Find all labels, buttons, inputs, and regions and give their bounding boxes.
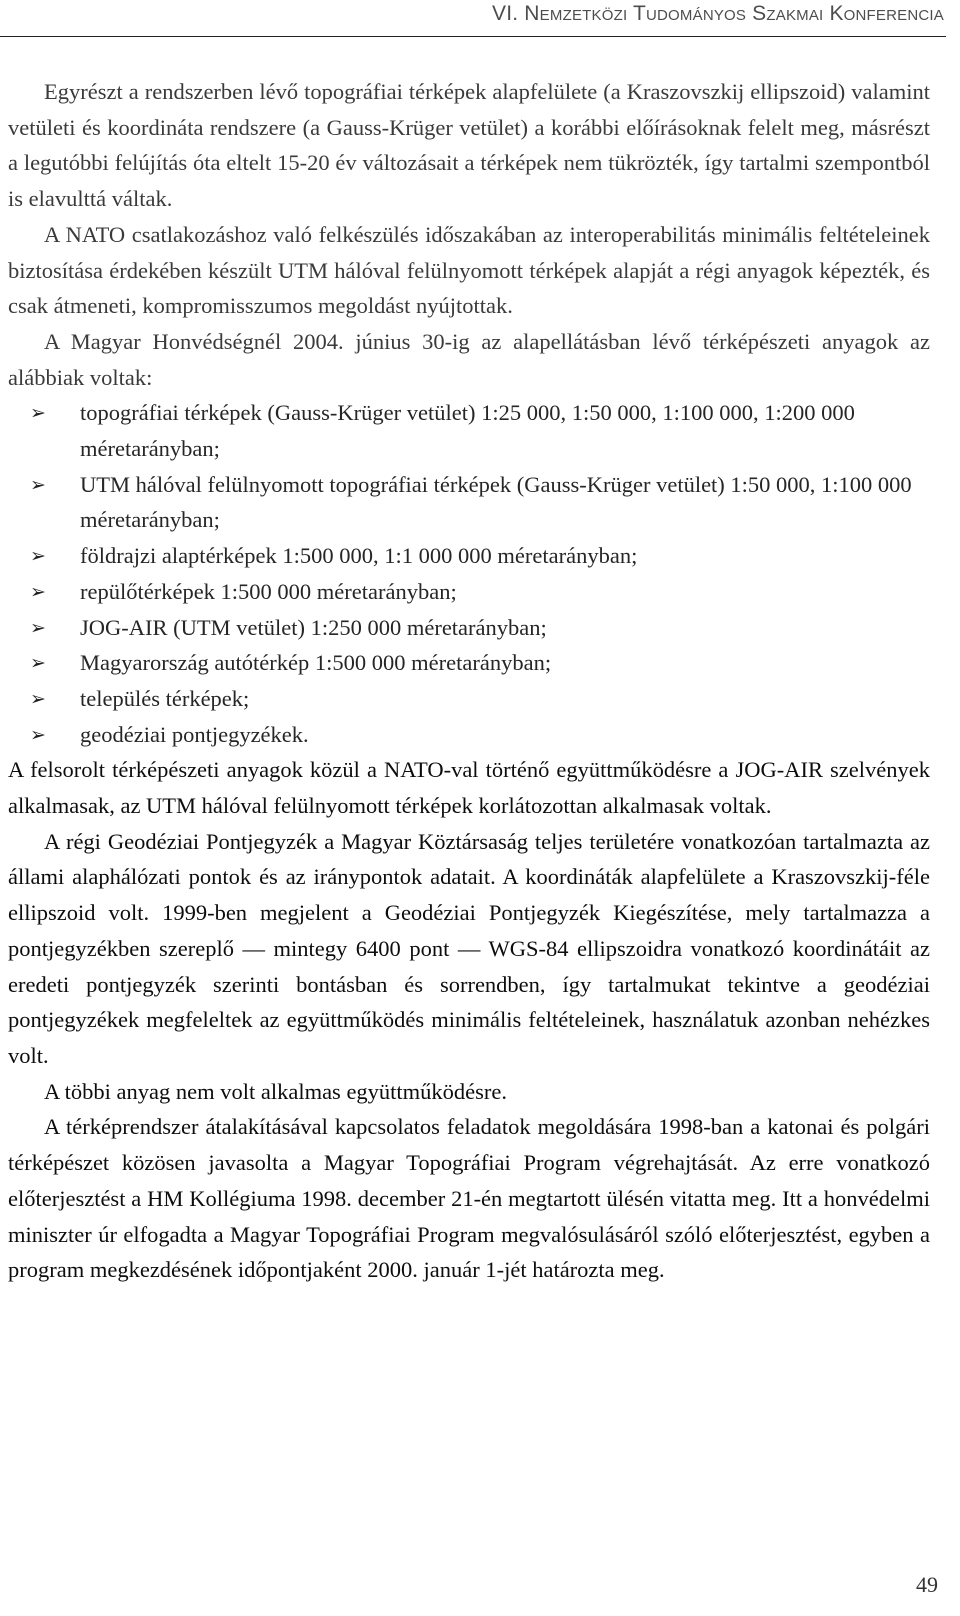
paragraph-2: A NATO csatlakozáshoz való felkészülés időszakában az interoperabilitás minimális feltételeinek biztosítása érdekében készült UTM hálóval felülnyomott térképek alapját a régi anyagok képezték, és csak átmeneti, kompromisszumos megoldást nyújtottak. xyxy=(8,221,930,319)
page-body xyxy=(8,74,930,1288)
map-materials-list xyxy=(8,395,930,752)
arrow-bullet-icon: ➢ xyxy=(30,402,46,425)
running-header xyxy=(0,0,946,37)
list-item: ➢ repülőtérképek 1:500 000 méretarányban; xyxy=(80,574,930,610)
list-item: ➢ UTM hálóval felülnyomott topográfiai térképek (Gauss-Krüger vetület) 1:50 000, 1:100 000 méretarányban; xyxy=(80,467,930,538)
arrow-bullet-icon: ➢ xyxy=(30,616,46,639)
paragraph-5: A régi Geodéziai Pontjegyzék a Magyar Köztársaság teljes területére vonatkozóan tartalmazta az állami alaphálózati pontok és az iránypontok adatait. A koordináták alapfelülete a Kraszovszkij-féle ellipszoid volt. 1999-ben megjelent a Geodéziai Pontjegyzék Kiegészítése, mely tartalmazza a pontjegyzékben szereplő — mintegy 6400 pont — WGS-84 ellipszoidra vonatkozó koordinátáit az eredeti pontjegyzék szerinti bontásban és sorrendben, így tartalmukat tekintve a geodéziai pontjegyzékek megfeleltek az együttműködés minimális feltételeinek, használatuk azonban nehézkes volt. xyxy=(8,828,930,1068)
list-item: ➢ JOG-AIR (UTM vetület) 1:250 000 méretarányban; xyxy=(80,610,930,646)
list-item: ➢ geodéziai pontjegyzékek. xyxy=(80,717,930,753)
list-item: ➢ topográfiai térképek (Gauss-Krüger vetület) 1:25 000, 1:50 000, 1:100 000, 1:200 000 méretarányban; xyxy=(80,395,930,466)
arrow-bullet-icon: ➢ xyxy=(30,473,46,496)
paragraph-6: A többi anyag nem volt alkalmas együttműködésre. xyxy=(44,1078,508,1104)
page-number: 49 xyxy=(916,1572,938,1597)
arrow-bullet-icon: ➢ xyxy=(30,580,46,603)
paragraph-7: A térképrendszer átalakításával kapcsolatos feladatok megoldására 1998-ban a katonai és polgári térképészet közösen javasolta a Magyar Topográfiai Program végrehajtását. Az erre vonatkozó előterjesztést a HM Kollégiuma 1998. december 21-én megtartott ülésén vitatta meg. Itt a honvédelmi miniszter úr elfogadta a Magyar Topográfiai Program megvalósulásáról szóló előterjesztést, egyben a program megkezdésének időpontjaként 2000. január 1-jét határozta meg. xyxy=(8,1114,930,1283)
arrow-bullet-icon: ➢ xyxy=(30,652,46,675)
list-item: ➢ település térképek; xyxy=(80,681,930,717)
list-item: ➢ földrajzi alaptérképek 1:500 000, 1:1 000 000 méretarányban; xyxy=(80,538,930,574)
paragraph-1: Egyrészt a rendszerben lévő topográfiai térképek alapfelülete (a Kraszovszkij ellipszoid) valamint vetületi és koordináta rendszere (a Gauss-Krüger vetület) a korábbi előírásoknak felelt meg, másrészt a legutóbbi felújítás óta eltelt 15-20 év változásait a térképek nem tükrözték, így tartalmi szempontból is elavulttá váltak. xyxy=(8,79,930,212)
list-item: ➢ Magyarország autótérkép 1:500 000 méretarányban; xyxy=(80,645,930,681)
arrow-bullet-icon: ➢ xyxy=(30,687,46,710)
paragraph-3: A Magyar Honvédségnél 2004. június 30-ig az alapellátásban lévő térképészeti anyagok az alábbiak voltak: xyxy=(8,328,930,390)
arrow-bullet-icon: ➢ xyxy=(30,545,46,568)
paragraph-4: A felsorolt térképészeti anyagok közül a NATO-val történő együttműködésre a JOG-AIR szelvények alkalmasak, az UTM hálóval felülnyomott térképek korlátozottan alkalmasak voltak. xyxy=(8,757,930,819)
conference-title: VI. Nemzetközi Tudományos Szakmai Konferencia xyxy=(492,2,944,25)
arrow-bullet-icon: ➢ xyxy=(30,723,46,746)
